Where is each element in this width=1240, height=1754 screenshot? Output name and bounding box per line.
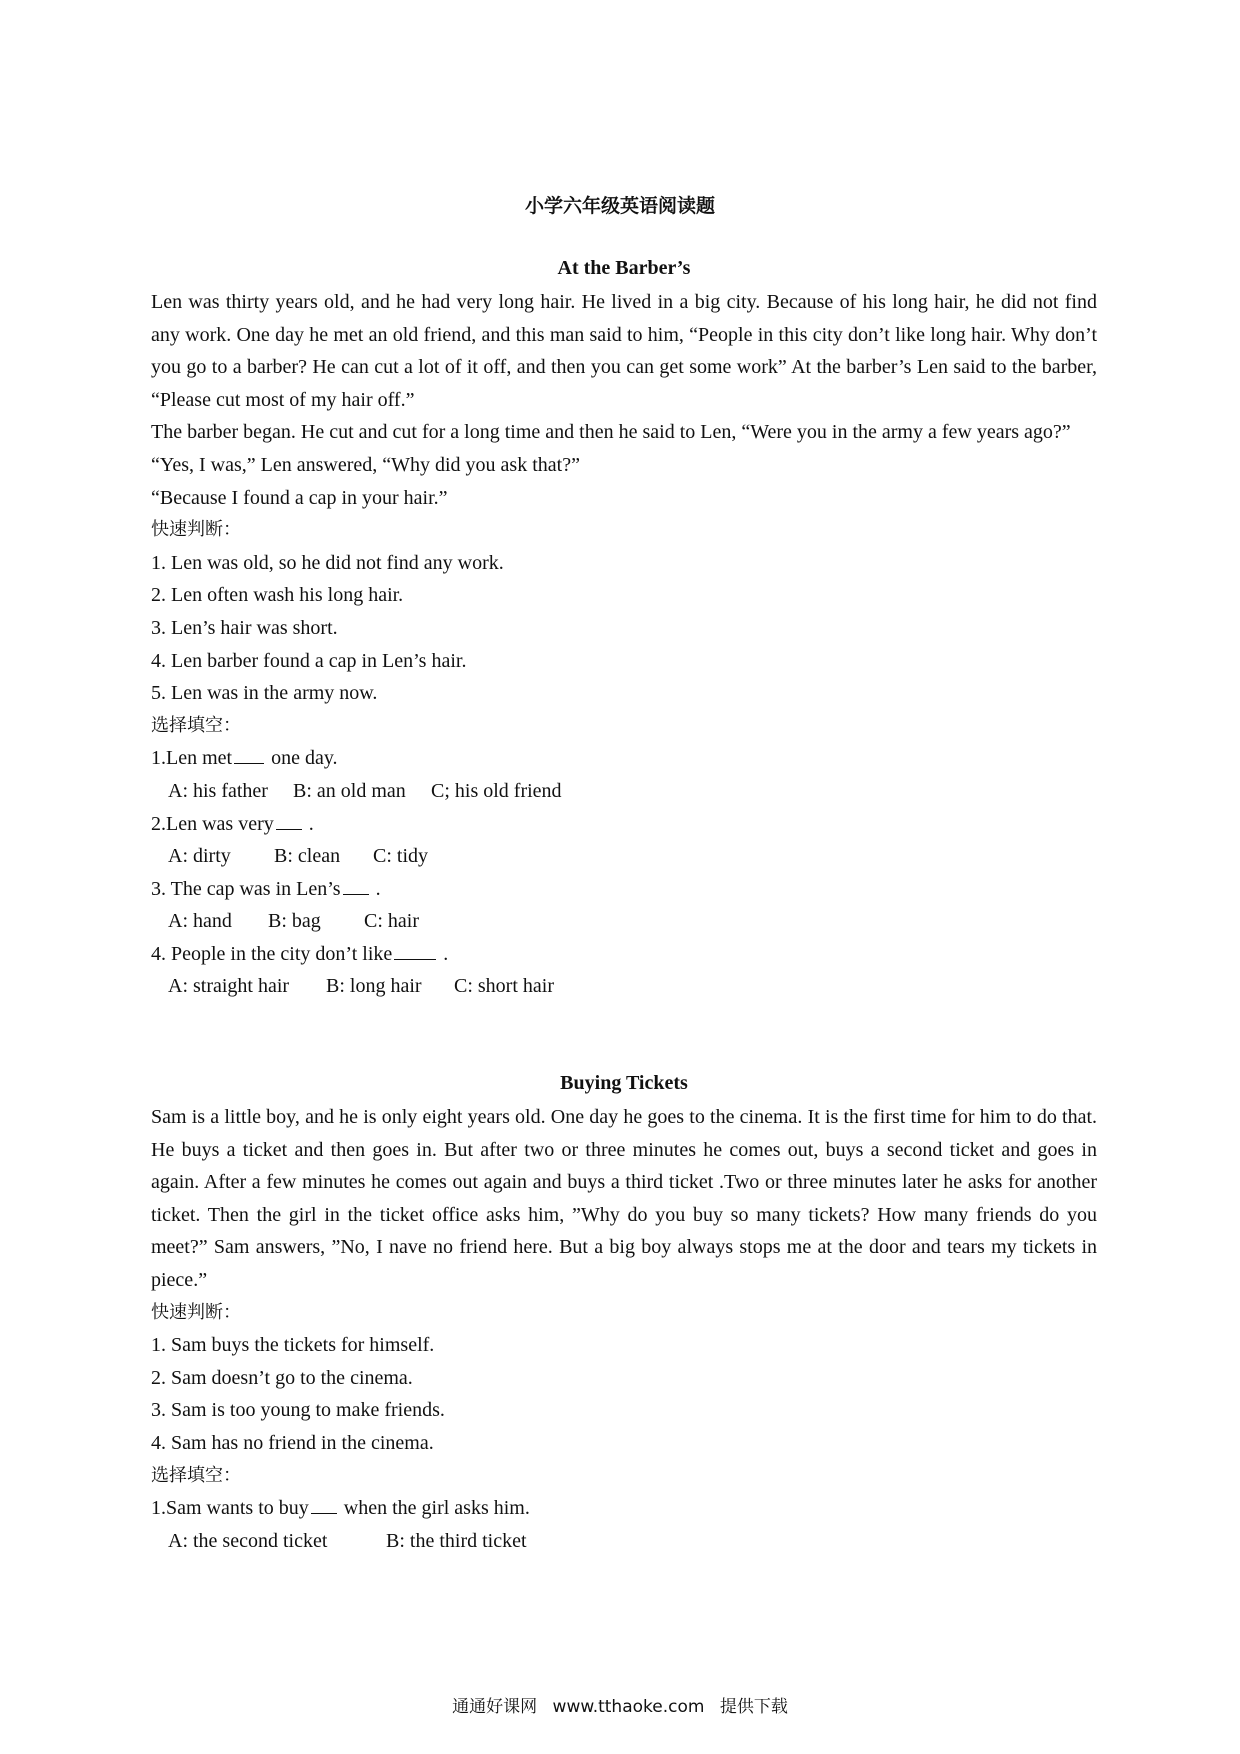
choice-question [151,1492,1097,1525]
choice-options [151,1525,1097,1558]
document-title: 小学六年级英语阅读题 [524,195,715,217]
footer-site-name: 通通好课网 [452,1697,538,1717]
answer-blank [276,828,302,830]
choice-options [151,775,1097,808]
option: A: the second ticket [168,1529,328,1552]
judge-item: 2. Len often wash his long hair. [151,584,404,607]
question-text: 3. The cap was in Len’s [151,877,341,900]
passage-paragraph: Len was thirty years old, and he had very long hair. He lived in a big city. Because of his long hair, he did not find any work. One day he met an old friend, and this man said to him, “People in this city don’t like long hair. Why don’t you go to a barber? He can cut a lot of it off, and then you can get some work” At the barber’s Len said to the barber, “Please cut most of my hair off.” [151,291,1097,411]
judge-item: 2. Sam doesn’t go to the cinema. [151,1366,413,1389]
choice-question [151,742,1097,775]
judge-item: 4. Sam has no friend in the cinema. [151,1431,434,1454]
choice-options [151,840,1097,873]
question-text: 4. People in the city don’t like [151,942,393,965]
section-barber [151,250,1097,1003]
dialogue-line: “Yes, I was,” Len answered, “Why did you ask that?” [151,453,580,476]
choice-heading: 选择填空： [151,1464,241,1486]
section-tickets [151,1065,1097,1557]
option: A: his father [168,779,268,802]
option: A: hand [168,910,232,933]
question-text: . [370,877,381,900]
option: B: long hair [326,975,422,998]
answer-blank [234,762,264,764]
choice-question [151,808,1097,841]
question-text: 1.Sam wants to buy [151,1497,309,1520]
question-text: . [438,942,449,965]
passage-paragraph: Sam is a little boy, and he is only eight years old. One day he goes to the cinema. It is the first time for him to do that. He buys a ticket and then goes in. But after two or three minutes he comes out, buys a second ticket and goes in again. After a few minutes he comes out again and buys a third ticket .Two or three minutes later he asks for another ticket. Then the girl in the ticket office asks him, ”Why do you buy so many tickets? How many friends do you meet?” Sam answers, ”No, I nave no friend here. But a big boy always stops me at the door and tears my tickets in piece.” [151,1106,1097,1291]
answer-blank [343,893,369,895]
judge-item: 3. Len’s hair was short. [151,616,338,639]
question-text: . [303,812,314,835]
option: A: straight hair [168,975,290,998]
option: C; his old friend [431,779,562,802]
choice-question [151,938,1097,971]
footer-suffix: 提供下载 [719,1697,788,1717]
option: C: short hair [454,975,554,998]
judge-heading: 快速判断： [151,519,241,541]
judge-item: 1. Len was old, so he did not find any work. [151,551,504,574]
question-text: 1.Len met [151,747,233,770]
question-text: when the girl asks him. [338,1497,530,1520]
option: B: clean [274,845,341,868]
judge-item: 4. Len barber found a cap in Len’s hair. [151,649,467,672]
judge-item: 5. Len was in the army now. [151,682,378,705]
judge-item: 3. Sam is too young to make friends. [151,1399,445,1422]
dialogue-line: “Because I found a cap in your hair.” [151,486,448,509]
section-title: At the Barber’s [557,257,691,279]
option: A: dirty [168,845,231,868]
judge-item: 1. Sam buys the tickets for himself. [151,1334,435,1357]
choice-heading: 选择填空： [151,714,241,736]
option: B: the third ticket [386,1529,527,1552]
passage-paragraph: The barber began. He cut and cut for a long time and then he said to Len, “Were you in the army a few years ago?” [151,421,1071,444]
answer-blank [311,1512,337,1514]
section-title: Buying Tickets [560,1072,688,1094]
answer-blank [394,958,436,960]
option: C: tidy [373,845,429,868]
choice-question [151,873,1097,906]
page-footer [0,1692,1240,1717]
judge-heading: 快速判断： [151,1301,241,1323]
choice-options [151,970,1097,1003]
question-text: one day. [266,747,338,770]
footer-url: www.tthaoke.com [552,1697,705,1717]
option: B: bag [268,910,321,933]
choice-options [151,905,1097,938]
question-text: 2.Len was very [151,812,274,835]
option: C: hair [364,910,419,933]
option: B: an old man [293,779,406,802]
